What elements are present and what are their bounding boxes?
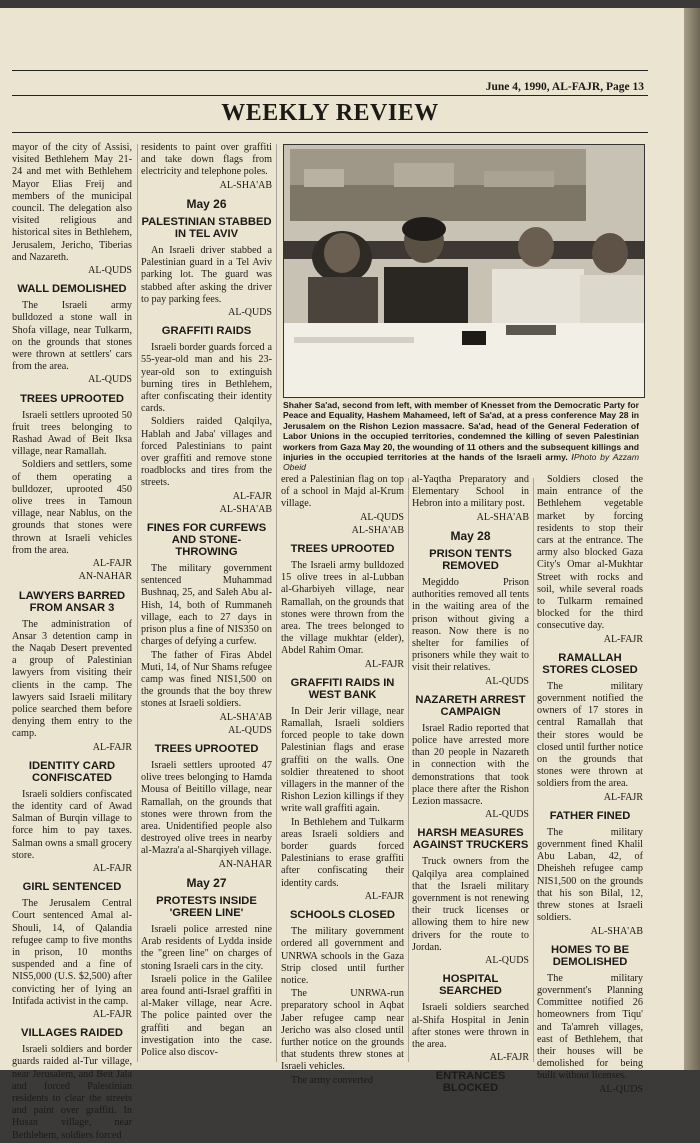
headline-fines-for-curfews: FINES FOR CURFEWS AND STONE-THROWING (146, 522, 267, 559)
source-credit: AL-QUDS (228, 307, 272, 319)
source-credit: AL-SHA'AB (590, 925, 643, 937)
column-1 (12, 142, 132, 1143)
title-rule (12, 132, 648, 133)
date-heading: May 27 (186, 875, 227, 890)
article-text: Megiddo Prison authorities removed all tents in the waiting area of the prison without giving a reason. Now there is no shelter for families of prisoners while they wait to visit their relatives. (412, 577, 529, 674)
column-divider (137, 144, 138, 1062)
source-credit: AL-FAJR (603, 633, 643, 645)
press-conference-photo (283, 144, 645, 398)
article-text: The military government notified the owners of 17 stores in central Ramallah that their stores would be closed until further notice on the grounds that stones were thrown at soldiers from the area. (537, 680, 643, 790)
article-text: The army converted (291, 1074, 374, 1086)
source-credit: AL-SHA'AB (219, 503, 272, 515)
source-credit: AL-FAJR (364, 890, 404, 902)
source-credit: AL-SHA'AB (219, 179, 272, 191)
date-heading: May 28 (450, 528, 491, 543)
source-credit: AL-QUDS (360, 511, 404, 523)
headline-nazareth-arrest: NAZARETH ARREST CAMPAIGN (415, 693, 526, 718)
column-divider (533, 478, 534, 1062)
headline-entrances-blocked: ENTRANCES BLOCKED (435, 1070, 506, 1095)
article-text: The military government sentenced Muhammad Bushnaq, 25, and Saleh Abu al-Hish, 14, both of Rummaneh village, each to 27 days in prison plus a fine of NIS350 on charges of defying a curfew. (141, 563, 272, 648)
article-text: The father of Firas Abdel Muti, 14, of Nur Shams refugee camp was fined NIS1,500 on the grounds that the boy threw stones at Israeli soldiers. (141, 649, 272, 710)
source-credit: AL-FAJR (92, 1008, 132, 1020)
article-text: The military government ordered all government and UNRWA schools in the Gaza Strip closed until further notice. (281, 926, 404, 986)
headline-harsh-measures: HARSH MEASURES AGAINST TRUCKERS (412, 827, 529, 852)
page-folio: June 4, 1990, AL-FAJR, Page 13 (485, 81, 644, 93)
headline-graffiti-raids: GRAFFITI RAIDS (161, 325, 252, 338)
article-text: Truck owners from the Qalqilya area complained that the Israeli military government is not renewing their truck licenses or allowing them to hire new drivers for the route to Jordan. (412, 856, 529, 953)
caption-text: Shaher Sa'ad, second from left, with member of Knesset from the Democratic Party for Peace and Equality, Hashem Mahameed, left of Sa'ad, at a press conference May 28 in Jerusalem on the Rishon Lezion massacre. Sa'ad, head of the General Federation of Labor Unions in the occupied territories, condemned the killing of seven Palestinian workers from Gaza May 20, the wounding of 11 others and the subsequent killings and injuries in the occupied territories at the hands of the Israeli army. (283, 400, 639, 463)
source-credit: AL-FAJR (232, 490, 272, 502)
article-text: al-Yaqtha Preparatory and Elementary School in Hebron into a military post. (412, 474, 529, 510)
binding-spine (684, 8, 700, 1070)
source-credit: AL-QUDS (485, 675, 529, 687)
headline-trees-uprooted: TREES UPROOTED (20, 392, 124, 405)
article-text: residents to paint over graffiti and take down flags from electricity and telephone poles. (141, 142, 272, 178)
source-credit: AL-FAJR (364, 658, 404, 670)
section-title: WEEKLY REVIEW (221, 100, 439, 126)
headline-trees-uprooted-2: TREES UPROOTED (154, 742, 259, 755)
source-credit: AN-NAHAR (78, 571, 132, 583)
headline-villages-raided: VILLAGES RAIDED (21, 1027, 123, 1040)
article-text: Israeli soldiers and border guards raided al-Tur village, near Jerusalem, and Beit Jala and forced Palestinian residents to clear the streets and paint over graffiti. In Husan village, near Bethlehem, soldiers forced (12, 1044, 132, 1141)
article-text: The administration of Ansar 3 detention camp in the Naqab Desert prevented a group of Palestinian lawyers from visiting their clients in the camp. The lawyers said Israeli military police searched them before denying them entry to the camp. (12, 618, 132, 740)
headline-father-fined: FATHER FINED (549, 809, 631, 822)
article-text: The UNRWA-run preparatory school in Aqbat Jaber refugee camp near Jericho was also closed until further notice on the grounds that students threw stones at Israeli vehicles. (281, 988, 404, 1073)
headline-lawyers-barred: LAWYERS BARRED FROM ANSAR 3 (18, 589, 126, 614)
top-rule (12, 70, 648, 71)
article-text: Soldiers and settlers, some of them operating a bulldozer, uprooted 450 olive trees in Tamoun village, near Nablus, on the grounds that stones were thrown at Israeli vehicles from the area. (12, 459, 132, 556)
article-text: The Israeli army bulldozed a stone wall in Shofa village, near Tulkarm, on the grounds that stones were thrown at settlers' cars from the area. (12, 300, 132, 373)
photo-caption: Shaher Sa'ad, second from left, with member of Knesset from the Democratic Party for Peace and Equality, Hashem Mahameed, left of Sa'ad, at a press conference May 28 in Jerusalem on the Rishon Lezion massacre. Sa'ad, head of the General Federation of Labor Unions in the occupied territories, condemned the killing of seven Palestinian workers from Gaza May 20, the wounding of 11 others and the subsequent killings and injuries in the occupied territories at the hands of the Israeli army. /Photo by Azzam Obeid (283, 400, 639, 473)
source-credit: AL-QUDS (88, 265, 132, 277)
source-credit: AL-FAJR (92, 862, 132, 874)
source-credit: AL-QUDS (485, 955, 529, 967)
headline-ramallah-stores: RAMALLAH STORES CLOSED (542, 651, 638, 676)
photo-credit: Photo by Azzam Obeid (283, 452, 639, 473)
column-5 (537, 474, 643, 1096)
article-text: In Bethlehem and Tulkarm areas Israeli soldiers and border guards forced Palestinians to erase graffiti after confiscating their identity cards. (281, 816, 404, 889)
headline-identity-card: IDENTITY CARD CONFISCATED (28, 759, 116, 784)
article-text: Israeli settlers uprooted 50 fruit trees belonging to Rashad Awad of Beit Iksa village, near Ramallah. (12, 409, 132, 458)
article-text: Israeli soldiers searched al-Shifa Hospital in Jenin after stones were thrown in the area. (412, 1002, 529, 1050)
source-credit: AL-QUDS (228, 724, 272, 736)
column-4 (412, 474, 529, 1099)
article-text: Soldiers closed the main entrance of the Bethlehem vegetable market by forcing residents to stop their cars at the entrance. The army also blocked Gaza City's Omar al-Mukhtar Street with rocks and soil, while several roads to Tulkarm remained blocked for the third consecutive day. (537, 474, 643, 632)
article-text: Israeli police arrested nine Arab residents of Lydda inside the "green line" on charges of stoning Israeli cars in the city. (141, 923, 272, 972)
source-credit: AL-FAJR (489, 1052, 529, 1064)
source-credit: AL-QUDS (88, 374, 132, 386)
date-heading: May 26 (186, 196, 227, 211)
source-credit: AL-QUDS (485, 809, 529, 821)
headline-prison-tents: PRISON TENTS REMOVED (429, 548, 512, 573)
headline-girl-sentenced: GIRL SENTENCED (22, 881, 122, 894)
article-text: The Israeli army bulldozed 15 olive trees in al-Lubban al-Gharbiyeh village, near Ramallah, on the grounds that stones were thrown from the area. The trees belonged to the village mukhtar (elder), Abdel Rahim Omar. (281, 560, 404, 657)
article-text: Soldiers raided Qalqilya, Hablah and Jaba' villages and forced Palestinians to paint over graffiti and remove stone roadblocks and tires from the streets. (141, 416, 272, 489)
article-text: mayor of the city of Assisi, visited Bethlehem May 21-24 and met with Bethlehem Mayor Elias Freij and members of the municipal council. The delegation also visited religious and historical sites in Bethlehem, Jerusalem, Jericho, Tiberias and Nazareth. (12, 142, 132, 263)
headline-graffiti-raids-west-bank: GRAFFITI RAIDS IN WEST BANK (290, 676, 395, 701)
source-credit: AL-FAJR (603, 791, 643, 803)
headline-protests-green-line: PROTESTS INSIDE 'GREEN LINE' (156, 894, 257, 919)
headline-wall-demolished: WALL DEMOLISHED (17, 283, 127, 296)
source-credit: AL-QUDS (599, 1083, 643, 1095)
article-text: The Jerusalem Central Court sentenced Amal al-Shouli, 14, of Qalandia refugee camp to five months in prison, 10 months suspended and a fine of NIS5,000 (U.S. $2,500) after convicting her of lying an Intifada activist in the camp. (12, 898, 132, 1007)
folio-rule (12, 95, 648, 96)
headline-trees-uprooted-3: TREES UPROOTED (290, 543, 395, 556)
article-text: Israeli border guards forced a 55-year-old man and his 23-year-old son to extinguish burning tires in Bethlehem, after confiscating their identity cards. (141, 342, 272, 415)
source-credit: AL-SHA'AB (351, 524, 404, 536)
headline-schools-closed: SCHOOLS CLOSED (289, 909, 396, 922)
article-text: The military government's Planning Committee notified 26 homeowners from Tiqu' and Ta'amreh villages, east of Bethlehem, that their houses will be demolished for being built without licenses. (537, 972, 643, 1082)
source-credit: AN-NAHAR (218, 858, 272, 870)
source-credit: AL-SHA'AB (219, 711, 272, 723)
column-2 (141, 142, 272, 1060)
column-3 (281, 474, 404, 1088)
headline-homes-demolished: HOMES TO BE DEMOLISHED (550, 943, 630, 968)
article-text: Israeli police in the Galilee area found anti-Israel graffiti in al-Maker village, near Acre. The police painted over the graffiti and began an investigation into the case. Police also discov- (141, 973, 272, 1058)
column-divider (408, 478, 409, 1062)
photo-illustration (284, 145, 644, 397)
article-text: Israel Radio reported that police have arrested more than 20 people in Nazareth in connection with the demonstrations that took place there after the Rishon Lezion massacre. (412, 722, 529, 808)
newspaper-page (0, 8, 684, 1141)
article-text: In Deir Jerir village, near Ramallah, Israeli soldiers forced people to take down Palestinian flags and erase graffiti on the walls. One soldier threatened to shoot villagers in the manner of the Rishon Lezion killings if they write wall graffiti again. (281, 705, 404, 815)
article-text: The military government fined Khalil Abu Laban, 42, of Dheisheh refugee camp NIS1,500 on the grounds that his son Bilal, 12, threw stones at Israeli soldiers. (537, 826, 643, 924)
article-text: Israeli soldiers confiscated the identity card of Awad Salman of Burqin village to force him to pay taxes. Salman owns a small grocery store. (12, 788, 132, 861)
article-text: ered a Palestinian flag on top of a school in Majd al-Krum village. (281, 474, 404, 510)
article-text: An Israeli driver stabbed a Palestinian guard in a Tel Aviv parking lot. The guard was stabbed after asking the driver to pay parking fees. (141, 245, 272, 305)
article-text: Israeli settlers uprooted 47 olive trees belonging to Hamda Mousa of Beitillo village, near Ramallah, on the grounds that stones were thrown from the area. Unidentified people also destroyed olive trees in nearby al-Mazra'a al-Sharqiyeh village. (141, 759, 272, 857)
source-credit: AL-FAJR (92, 741, 132, 753)
headline-palestinian-stabbed: PALESTINIAN STABBED IN TEL AVIV (141, 216, 272, 241)
source-credit: AL-FAJR (92, 558, 132, 570)
column-divider (276, 144, 277, 1062)
headline-hospital-searched: HOSPITAL SEARCHED (439, 973, 502, 998)
source-credit: AL-SHA'AB (476, 511, 529, 523)
